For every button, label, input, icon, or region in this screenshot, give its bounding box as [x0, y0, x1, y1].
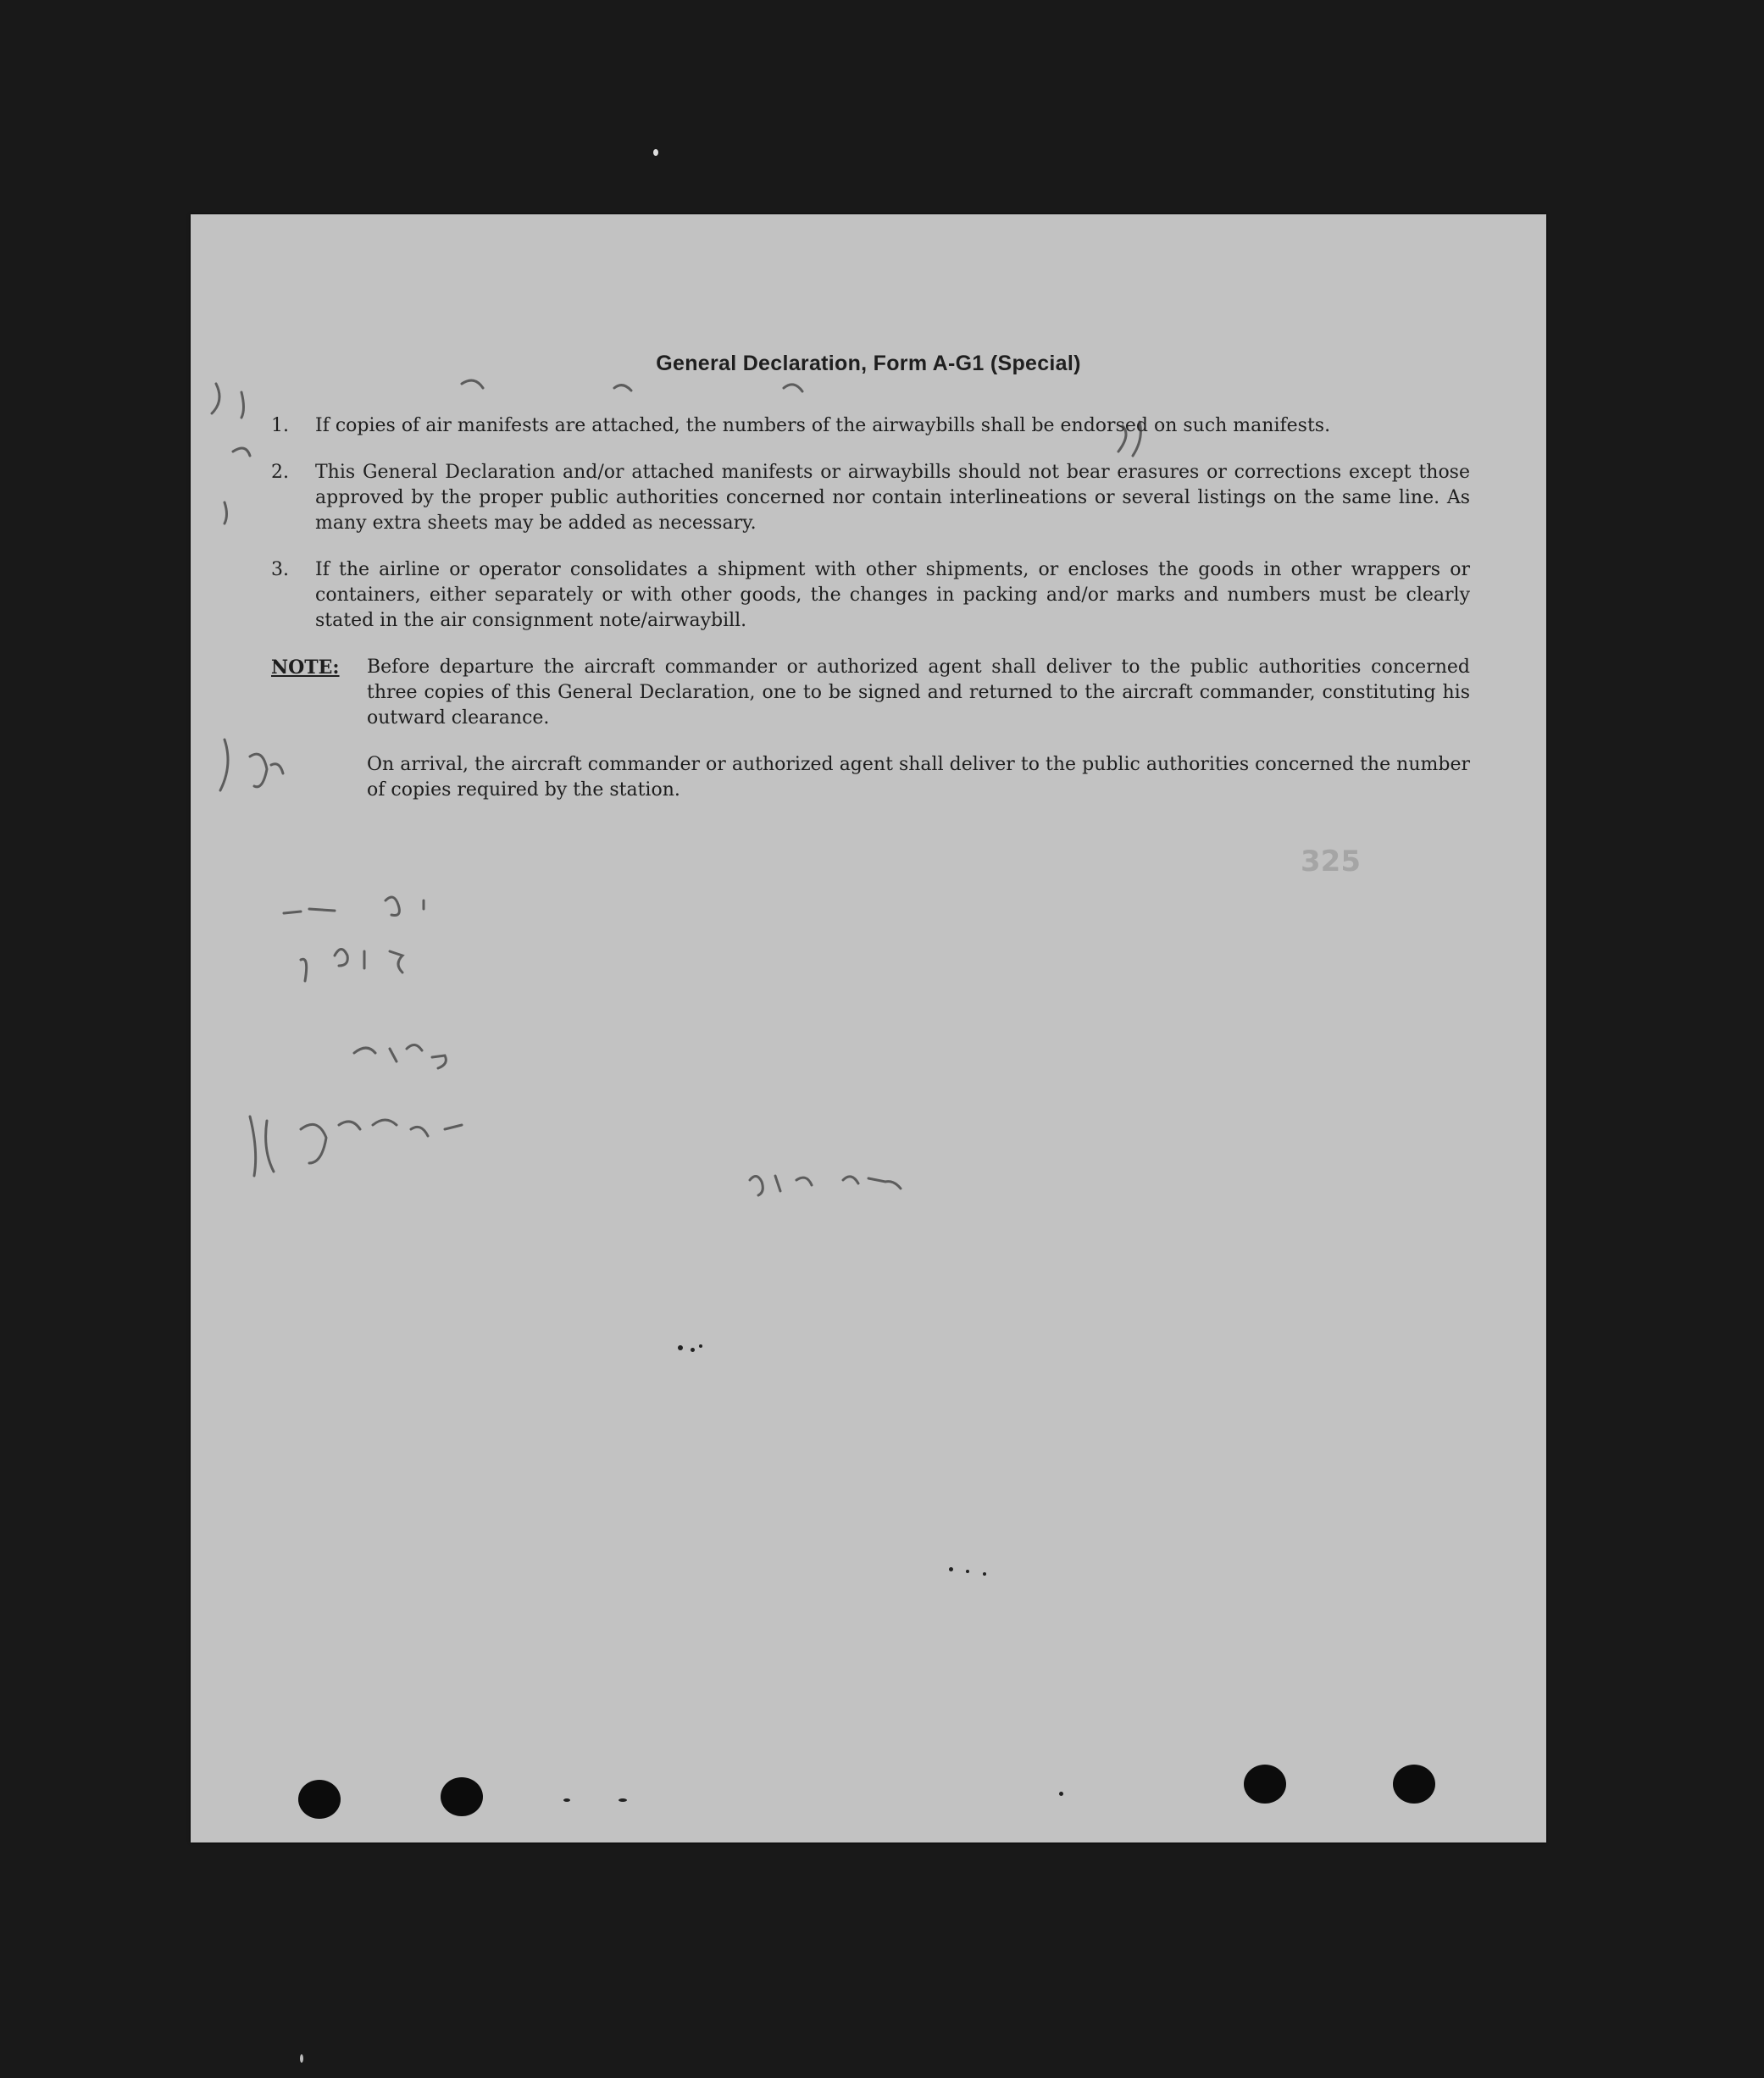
speck [949, 1567, 953, 1571]
instruction-number: 1. [271, 415, 289, 436]
speck [1059, 1792, 1063, 1796]
speck [563, 1798, 570, 1802]
arrival-paragraph: On arrival, the aircraft commander or authorized agent shall deliver to the public authorities concerned the number of copies required by the station. [367, 754, 1470, 801]
handwritten-marks [191, 214, 1546, 1842]
instruction-number: 2. [271, 462, 289, 483]
instruction-text: If copies of air manifests are attached, the numbers of the airwaybills shall be endorsed on such manifests. [315, 415, 1331, 436]
speck [619, 1798, 627, 1802]
instruction-text: If the airline or operator consolidates a shipment with other shipments, or encloses the goods in other wrappers or containers, either separately or with other goods, the changes in packing and/or marks and numbers must be clearly stated in the air consignment note/airwaybill. [315, 559, 1470, 631]
speck [653, 149, 658, 156]
note-text: Before departure the aircraft commander or authorized agent shall deliver to the public authorities concerned three copies of this General Declaration, one to be signed and returned to the aircraft commander, constituting his outward clearance. [367, 657, 1470, 729]
instruction-text: This General Declaration and/or attached manifests or airwaybills should not bear erasures or corrections except those approved by the proper public authorities concerned nor contain interlineations or several listings on the same line. As many extra sheets may be added as necessary. [315, 462, 1470, 534]
document-page [191, 214, 1546, 1842]
speck [691, 1348, 695, 1352]
speck [983, 1572, 986, 1576]
note-label: NOTE: [271, 657, 340, 679]
svg-text:325: 325 [1301, 845, 1361, 878]
speck [678, 1345, 683, 1350]
punch-hole [298, 1780, 341, 1819]
punch-hole [441, 1777, 483, 1816]
document-title: General Declaration, Form A-G1 (Special) [656, 352, 1081, 375]
instruction-number: 3. [271, 559, 289, 580]
speck [699, 1344, 702, 1348]
speck [966, 1570, 969, 1573]
punch-hole [1393, 1765, 1435, 1804]
punch-hole [1244, 1765, 1286, 1804]
document-content [191, 214, 1546, 1842]
speck [300, 2054, 303, 2063]
